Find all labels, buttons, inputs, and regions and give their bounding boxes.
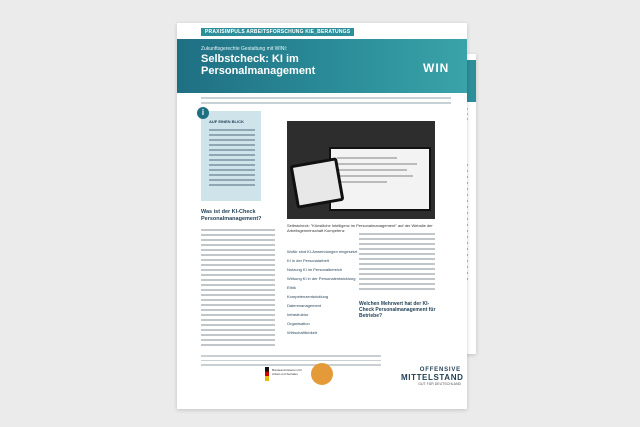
- info-icon: i: [197, 107, 209, 119]
- body-column-1: [201, 229, 275, 349]
- checklist-item: Datenmanagement: [287, 303, 322, 308]
- front-page: [177, 23, 467, 409]
- tagline: GUT FÜR DEUTSCHLAND: [418, 382, 461, 386]
- tablet-device: [290, 157, 345, 209]
- checklist-item: Wofür sind KI-Anwendungen eingesetzt: [287, 249, 358, 254]
- offensive-mittelstand-logo: [401, 367, 464, 386]
- header-band-label: PRAXISIMPULS ARBEITSFORSCHUNG KIE_BERATUNGS: [201, 28, 354, 36]
- subheading: Welchen Mehrwert hat der KI-Check Personalmanagement für Betriebe?: [359, 301, 436, 319]
- figure-laptop-tablet: [287, 121, 435, 219]
- checklist-item: Infrastruktur: [287, 312, 309, 317]
- offensive-label: OFFENSIVE: [419, 367, 461, 373]
- hero-banner: [177, 39, 467, 93]
- figure-caption: Selbstcheck: "Künstliche Intelligenz im Personalmanagement" auf der Website der Arbeitsgemeinschaft Kompetenz: [287, 223, 433, 233]
- hero-kicker: Zukunftsgerechte Gestaltung mit WINI:: [201, 46, 288, 52]
- checklist-item: KI in der Personalarbeit: [287, 258, 329, 263]
- body-column-3: [359, 233, 435, 293]
- partner-badge-icon: [311, 363, 333, 385]
- german-flag-icon: [265, 367, 269, 381]
- checklist-item: Organisation: [287, 321, 310, 326]
- top-band: [177, 23, 467, 39]
- win-logo: WIN: [423, 61, 450, 75]
- info-box-text: [209, 129, 255, 189]
- checklist-item: Nutzung KI im Personalbereich: [287, 267, 343, 272]
- checklist-item: Wirtschaftlichkeit: [287, 330, 318, 335]
- section-heading: Was ist der KI-Check Personalmanagement?: [201, 209, 262, 222]
- page-title: Selbstcheck: KI im Personalmanagement: [201, 53, 316, 77]
- info-box: [201, 108, 261, 201]
- checklist-item: Ethik: [287, 285, 296, 290]
- meta-lines: [201, 97, 451, 107]
- checklist-item: Kompetenzentwicklung: [287, 294, 329, 299]
- ministry-logo: [265, 365, 305, 383]
- mittelstand-label: MITTELSTAND: [401, 373, 464, 382]
- ministry-name: Bundesministerium für Arbeit und Soziales: [272, 368, 302, 376]
- laptop-screen: [329, 147, 431, 211]
- checklist: [287, 247, 357, 337]
- info-box-heading: AUF EINEN BLICK: [209, 119, 244, 124]
- checklist-item: Wirkung KI in der Personalentwicklung: [287, 276, 356, 281]
